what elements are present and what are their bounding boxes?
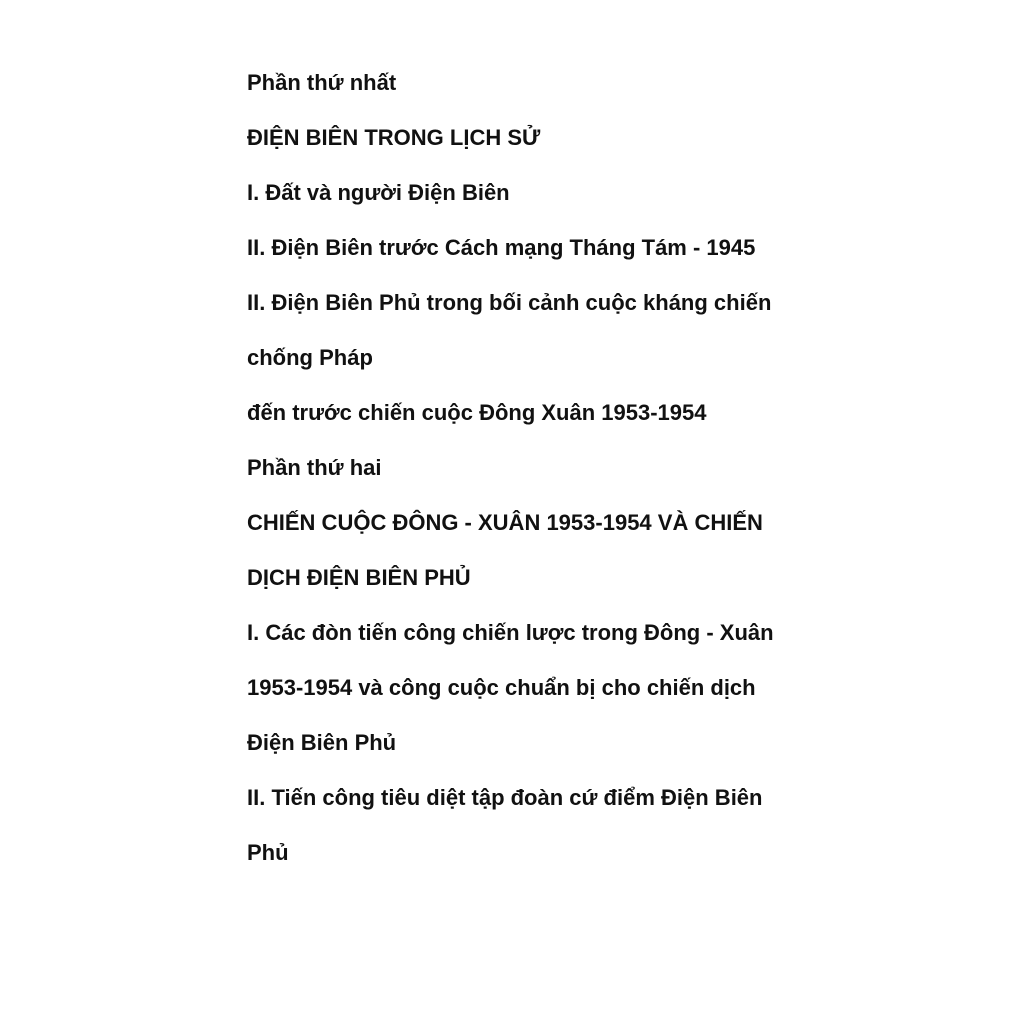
toc-entry: II. Tiến công tiêu diệt tập đoàn cứ điểm Điện Biên [247,785,763,810]
toc-entry: II. Điện Biên trước Cách mạng Tháng Tám - 1945 [247,235,756,260]
toc-entry-continuation: chống Pháp [247,345,373,370]
table-of-contents [247,66,987,891]
toc-entry-continuation: đến trước chiến cuộc Đông Xuân 1953-1954 [247,400,707,425]
part-two-heading: Phần thứ hai [247,455,382,480]
part-one-heading: Phần thứ nhất [247,70,397,95]
toc-entry-continuation: 1953-1954 và công cuộc chuẩn bị cho chiến dịch [247,675,756,700]
toc-entry-continuation: Điện Biên Phủ [247,730,397,755]
toc-entry: I. Các đòn tiến công chiến lược trong Đông - Xuân [247,620,774,645]
part-two-title: CHIẾN CUỘC ĐÔNG - XUÂN 1953-1954 VÀ CHIẾN [247,510,763,535]
toc-entry: II. Điện Biên Phủ trong bối cảnh cuộc kháng chiến [247,290,772,315]
part-two-title-continuation: DỊCH ĐIỆN BIÊN PHỦ [247,565,471,590]
part-one-title: ĐIỆN BIÊN TRONG LỊCH SỬ [247,125,541,150]
toc-entry-continuation: Phủ [247,840,289,865]
toc-entry: I. Đất và người Điện Biên [247,180,510,205]
